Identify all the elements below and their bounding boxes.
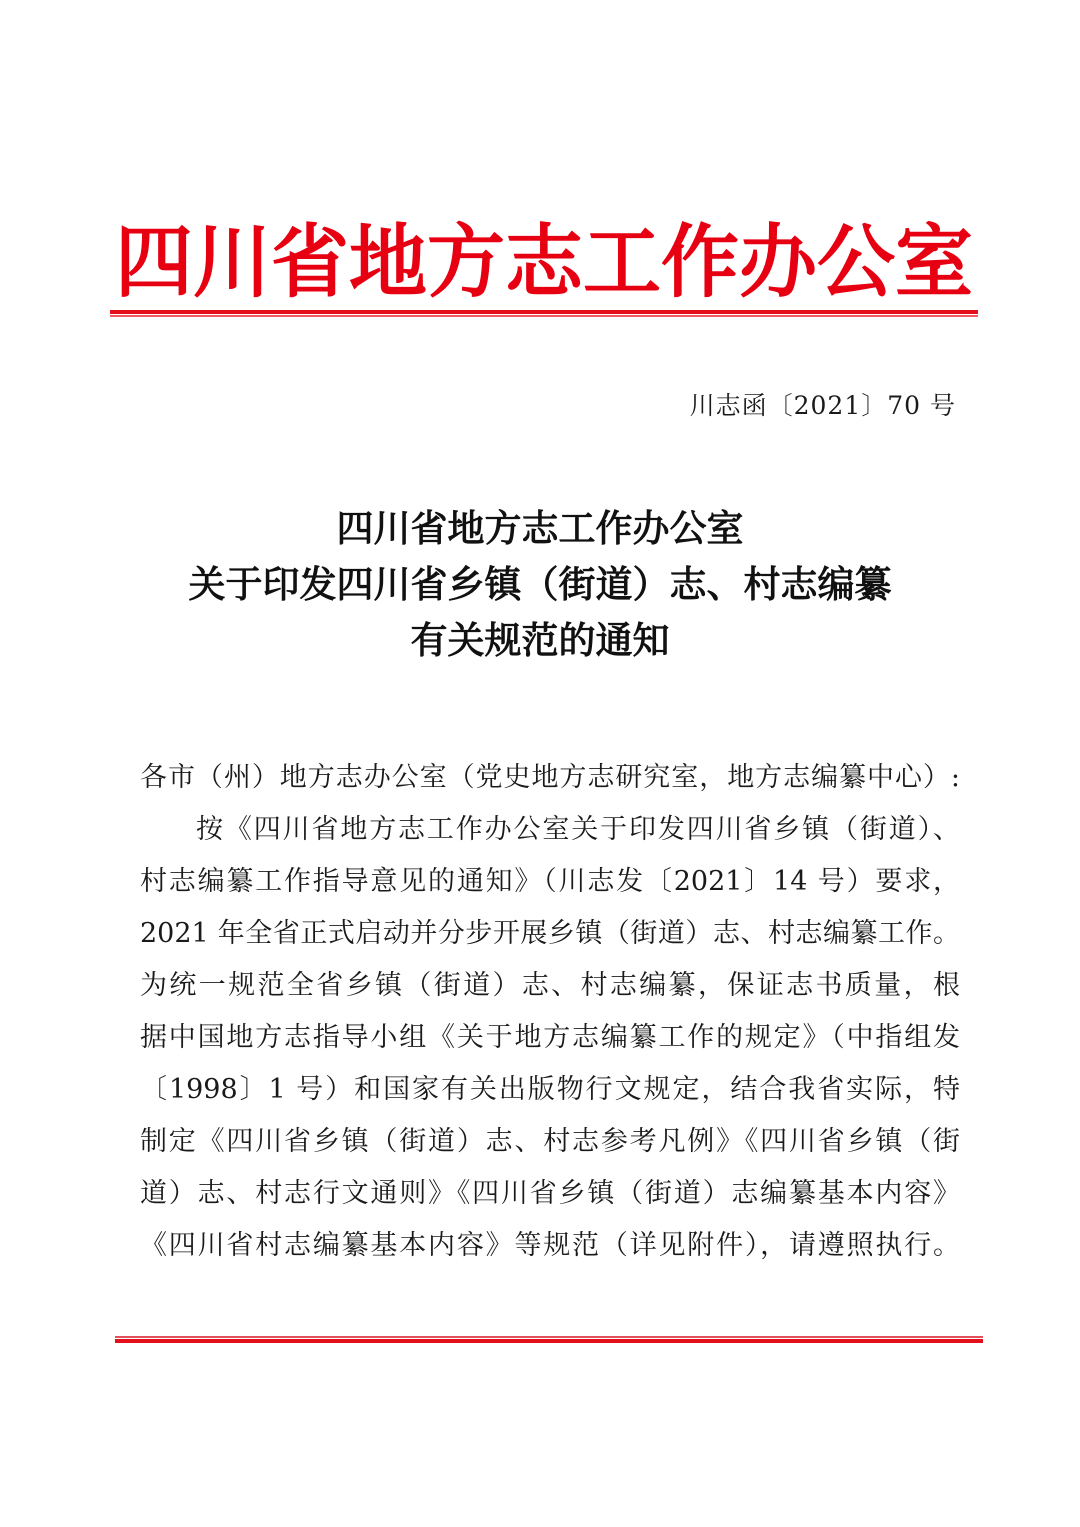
- masthead-rule-thin: [110, 315, 978, 317]
- footer-rule-thin: [115, 1336, 983, 1338]
- title-line: 关于印发四川省乡镇（街道）志、村志编纂: [188, 562, 892, 606]
- document-number: 川志函〔2021〕70 号: [689, 391, 956, 420]
- masthead-title: 四川省地方志工作办公室: [114, 216, 973, 309]
- title-line: 有关规范的通知: [410, 618, 670, 662]
- body-line: 制定《四川省乡镇（街道）志、村志参考凡例》《四川省乡镇（街: [140, 1126, 960, 1157]
- body-line: 《四川省村志编纂基本内容》等规范（详见附件），请遵照执行。: [140, 1230, 960, 1261]
- body-line: 2021 年全省正式启动并分步开展乡镇（街道）志、村志编纂工作。: [140, 918, 960, 949]
- document-title: [100, 500, 980, 668]
- salutation: 各市（州）地方志办公室（党史地方志研究室，地方志编纂中心）:: [140, 762, 960, 793]
- footer-rule-thick: [115, 1339, 983, 1343]
- body-line: 村志编纂工作指导意见的通知》（川志发〔2021〕14 号）要求，: [140, 866, 960, 897]
- body-line: 据中国地方志指导小组《关于地方志编纂工作的规定》（中指组发: [140, 1022, 960, 1053]
- body-line: 〔1998〕1 号）和国家有关出版物行文规定，结合我省实际，特: [140, 1074, 960, 1105]
- body-line: 按《四川省地方志工作办公室关于印发四川省乡镇（街道）、: [196, 814, 960, 845]
- title-line: 四川省地方志工作办公室: [336, 506, 744, 550]
- body-line: 道）志、村志行文通则》《四川省乡镇（街道）志编纂基本内容》: [140, 1178, 960, 1209]
- masthead-rule-thick: [110, 310, 978, 314]
- document-body: [140, 752, 960, 1272]
- body-line: 为统一规范全省乡镇（街道）志、村志编纂，保证志书质量，根: [140, 970, 960, 1001]
